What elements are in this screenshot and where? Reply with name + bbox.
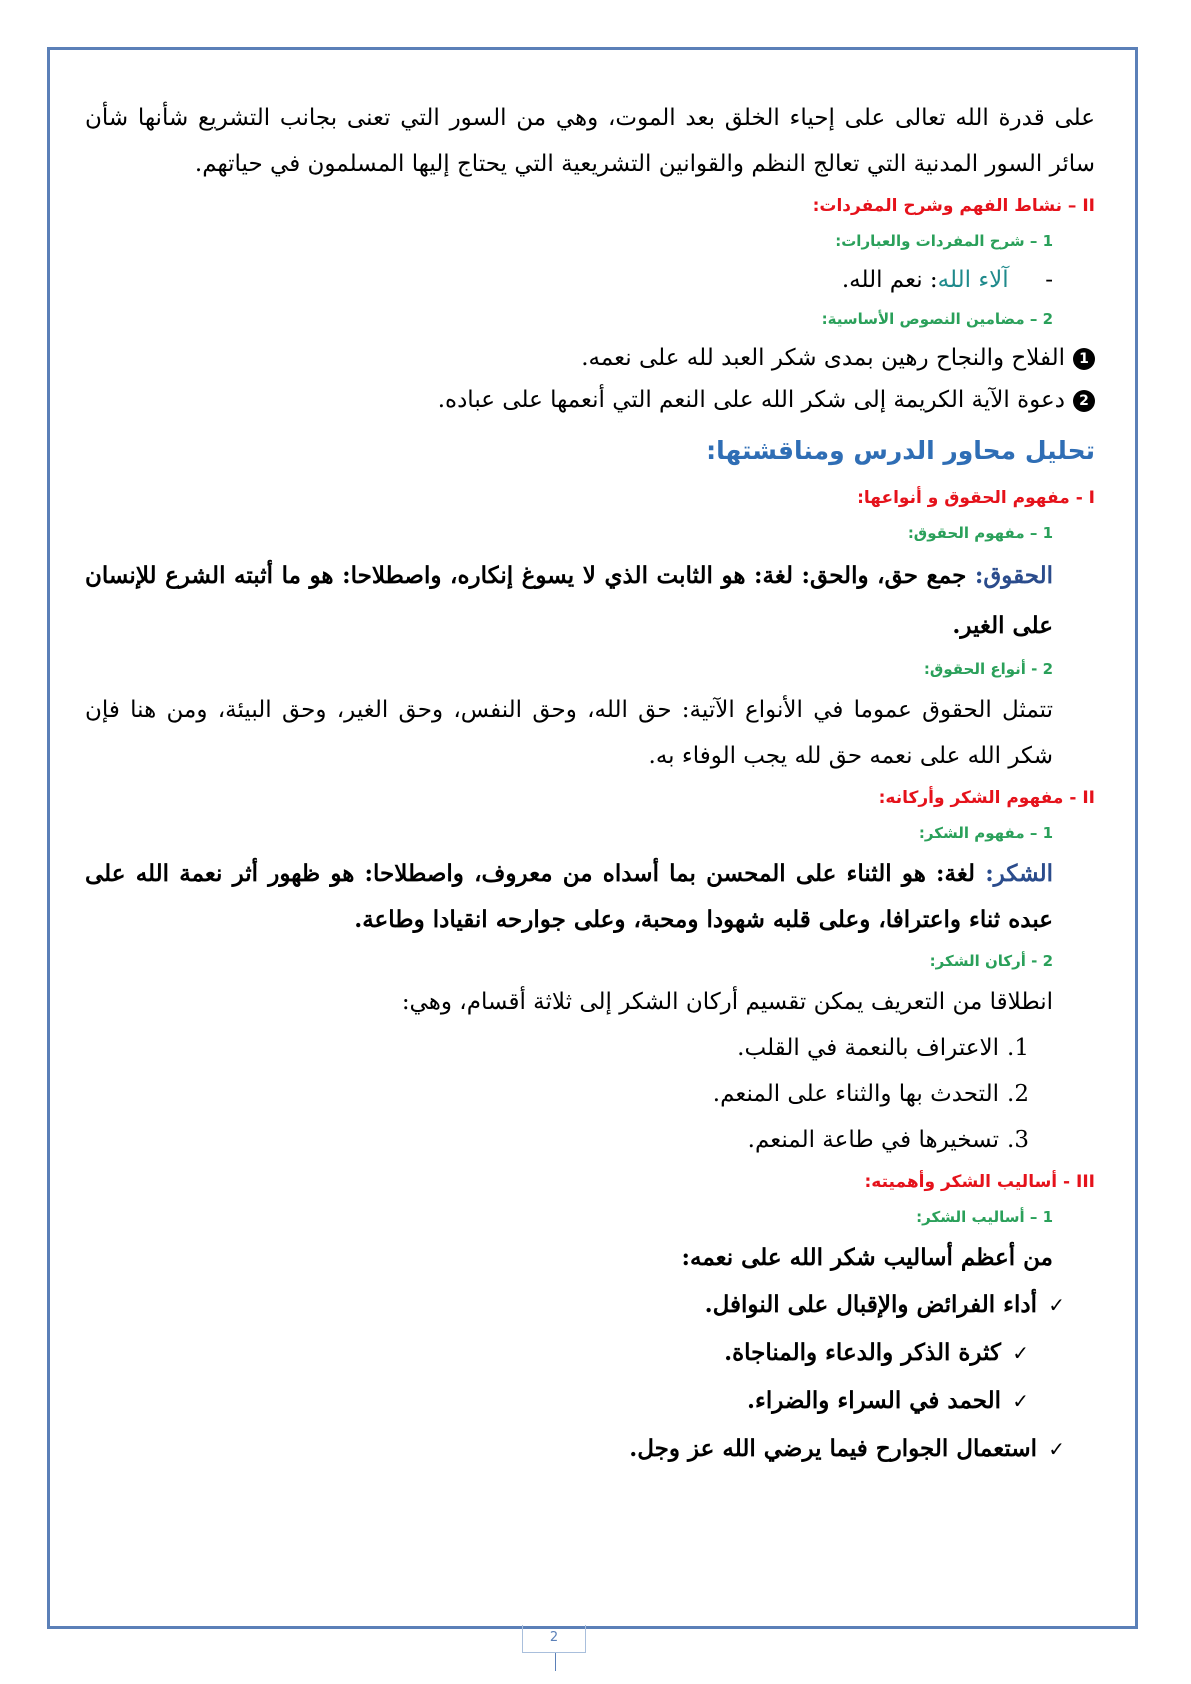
check-icon: ✓	[1048, 1293, 1065, 1317]
gratitude-term: الشكر:	[985, 860, 1053, 887]
list-text: أداء الفرائض والإقبال على النوافل.	[704, 1291, 1037, 1318]
list-text: الحمد في السراء والضراء.	[747, 1387, 1001, 1414]
page-number: 2	[522, 1625, 586, 1653]
list-text: استعمال الجوارح فيما يرضي الله عز وجل.	[629, 1435, 1037, 1462]
content-point-1-text: الفلاح والنجاح رهين بمدى شكر العبد لله على نعمه.	[581, 345, 1065, 371]
intro-paragraph	[85, 95, 1095, 187]
heading-understanding: II – نشاط الفهم وشرح المفردات:	[812, 196, 1095, 216]
intro-line-2: المدنية التي تعالج النظم والقوانين التشريعية التي يحتاج إليها المسلمون في حياتهم.	[194, 151, 979, 177]
gratitude-definition-text: لغة: هو الثناء على المحسن بما أسداه من معروف، واصطلاحا: هو ظهور أثر نعمة الله على عبده ثناء واعترافا، وعلى قلبه شهودا ومحبة، وعلى جوارحه انقيادا وطاعة.	[85, 860, 1053, 933]
gratitude-definition	[85, 851, 1095, 943]
heading-gratitude: II - مفهوم الشكر وأركانه:	[878, 788, 1095, 808]
subheading-gratitude-pillars: 2 - أركان الشكر:	[929, 952, 1053, 970]
page-number-line	[555, 1653, 556, 1671]
document-body	[85, 95, 1095, 1473]
subheading-gratitude-concept: 1 – مفهوم الشكر:	[918, 824, 1053, 842]
number-badge-1: 1	[1073, 348, 1095, 370]
content-point-1	[85, 337, 1095, 379]
intro-line-1: على قدرة الله تعالى على إحياء الخلق بعد الموت، وهي من السور التي تعنى بجانب التشريع شأنها شأن سائر السور	[85, 105, 1095, 177]
check-icon: ✓	[1012, 1389, 1029, 1413]
list-item	[85, 1025, 1095, 1071]
subheading-vocab: 1 – شرح المفردات والعبارات:	[835, 232, 1053, 250]
pillars-intro: انطلاقا من التعريف يمكن تقسيم أركان الشكر إلى ثلاثة أقسام، وهي:	[401, 989, 1053, 1015]
list-item	[85, 1425, 1095, 1473]
list-item	[85, 1071, 1095, 1117]
vocab-definition: : نعم الله.	[841, 267, 938, 293]
list-text: الاعتراف بالنعمة في القلب.	[737, 1035, 999, 1061]
rights-definition	[85, 551, 1095, 651]
list-item	[85, 1329, 1095, 1377]
rights-term: الحقوق:	[974, 562, 1053, 589]
list-text: تسخيرها في طاعة المنعم.	[747, 1127, 999, 1153]
list-number: 2.	[1007, 1081, 1029, 1107]
list-text: التحدث بها والثناء على المنعم.	[712, 1081, 999, 1107]
number-badge-2: 2	[1073, 390, 1095, 412]
rights-definition-text: جمع حق، والحق: لغة: هو الثابت الذي لا يسوغ إنكاره، واصطلاحا: هو ما أثبته الشرع للإنسان على الغير.	[85, 562, 1053, 639]
vocab-dash: -	[1045, 267, 1053, 293]
subheading-rights-concept: 1 – مفهوم الحقوق:	[907, 524, 1053, 542]
check-icon: ✓	[1048, 1437, 1065, 1461]
vocab-item	[85, 259, 1095, 301]
list-number: 3.	[1007, 1127, 1029, 1153]
check-icon: ✓	[1012, 1341, 1029, 1365]
heading-gratitude-methods: III - أساليب الشكر وأهميته:	[864, 1172, 1095, 1192]
rights-types: تتمثل الحقوق عموما في الأنواع الآتية: حق الله، وحق النفس، وحق الغير، وحق البيئة، ومن هنا فإن شكر الله على نعمه حق لله يجب الوفاء به.	[85, 697, 1053, 769]
heading-rights: I - مفهوم الحقوق و أنواعها:	[857, 488, 1095, 508]
list-item	[85, 1377, 1095, 1425]
subheading-rights-types: 2 - أنواع الحقوق:	[923, 660, 1053, 678]
content-point-2-text: دعوة الآية الكريمة إلى شكر الله على النعم التي أنعمها على عباده.	[437, 387, 1065, 413]
subheading-methods: 1 – أساليب الشكر:	[916, 1208, 1053, 1226]
vocab-term: آلاء الله	[937, 267, 1009, 293]
methods-list	[85, 1281, 1095, 1473]
list-item	[85, 1281, 1095, 1329]
analysis-title: تحليل محاور الدرس ومناقشتها:	[706, 436, 1095, 465]
list-number: 1.	[1007, 1035, 1029, 1061]
list-text: كثرة الذكر والدعاء والمناجاة.	[724, 1339, 1001, 1366]
subheading-contents: 2 – مضامين النصوص الأساسية:	[821, 310, 1053, 328]
list-item	[85, 1117, 1095, 1163]
methods-intro: من أعظم أساليب شكر الله على نعمه:	[681, 1244, 1053, 1271]
pillars-list	[85, 1025, 1095, 1163]
content-point-2	[85, 379, 1095, 421]
